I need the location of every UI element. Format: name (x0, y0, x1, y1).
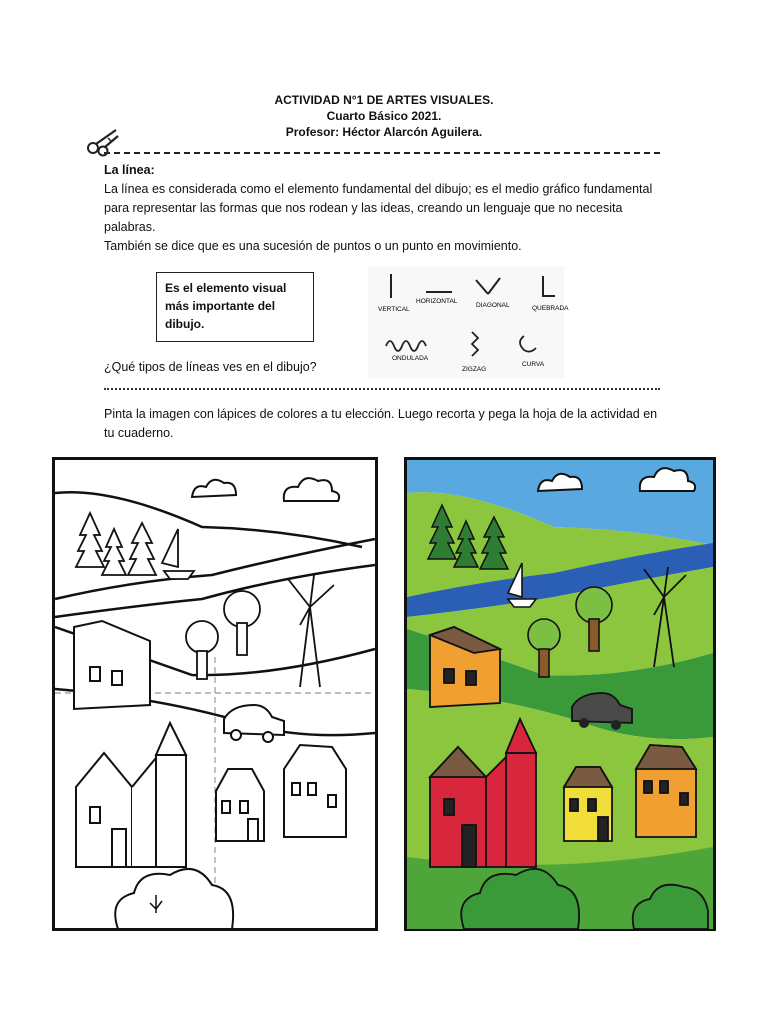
question-text: ¿Qué tipos de líneas ves en el dibujo? (104, 360, 317, 374)
grade-year: Cuarto Básico 2021. (326, 109, 442, 123)
label-quebrada: QUEBRADA (532, 305, 569, 312)
label-diagonal: DIAGONAL (476, 302, 510, 309)
orange-house-right (636, 745, 696, 837)
intro-text (104, 161, 664, 256)
definition-callout: Es el elemento visual más importante del dibujo. (156, 272, 314, 342)
coloring-outline-drawing (52, 457, 378, 931)
label-vertical: VERTICAL (378, 306, 410, 313)
section-title: La línea: (104, 163, 155, 177)
definition-paragraph: La línea es considerada como el elemento fundamental del dibujo; es el medio gráfico fundamental para representar las formas que nos rodean y las ideas, creando un lenguaje que no necesita palabras. (104, 182, 653, 234)
answer-line (104, 388, 660, 390)
yellow-house (564, 767, 612, 841)
colored-example-drawing (404, 457, 716, 931)
small-house (216, 769, 264, 841)
label-curva: CURVA (522, 361, 545, 368)
teacher-name: Profesor: Héctor Alarcón Aguilera. (285, 125, 483, 139)
instructions-text: Pinta la imagen con lápices de colores a tu elección. Luego recorta y pega la hoja de la actividad en tu cuaderno. (104, 407, 658, 440)
activity-title: ACTIVIDAD N°1 DE ARTES VISUALES. (274, 93, 494, 107)
small-house (284, 745, 346, 837)
line-types-illustration (368, 266, 569, 378)
cut-line (104, 152, 660, 154)
points-paragraph: También se dice que es una sucesión de puntos o un punto en movimiento. (104, 239, 522, 253)
label-horizontal: HORIZONTAL (416, 298, 458, 305)
label-zigzag: ZIGZAG (462, 366, 487, 373)
label-ondulada: ONDULADA (392, 355, 429, 362)
